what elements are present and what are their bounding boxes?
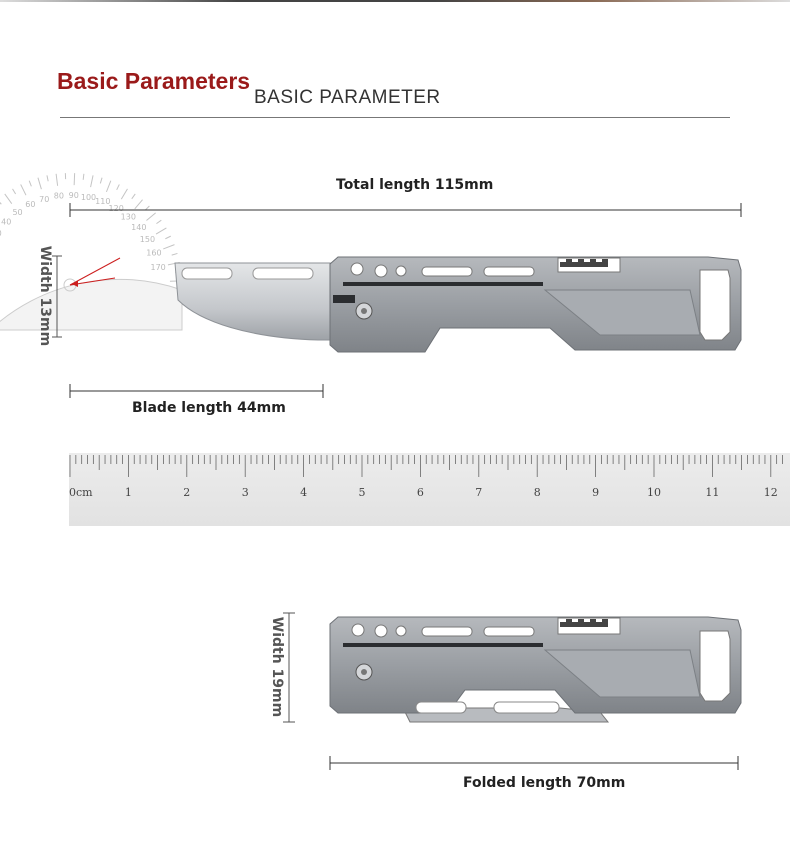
protractor-number: 90 [68, 191, 79, 201]
knife-folded-icon [330, 617, 741, 722]
ruler-number: 11 [705, 486, 720, 499]
protractor-tick [156, 220, 161, 223]
protractor-number: 70 [39, 194, 50, 204]
protractor-tick [47, 175, 48, 181]
ruler-number: 8 [533, 486, 541, 499]
protractor-tick [146, 213, 155, 221]
protractor-tick [172, 253, 178, 255]
protractor-tick [5, 194, 12, 204]
folded-length-label: Folded length 70mm [463, 775, 626, 791]
protractor-tick [56, 174, 57, 186]
protractor-number [0, 229, 2, 238]
protractor-tick [21, 184, 26, 195]
protractor-number: 80 [53, 191, 64, 201]
protractor-number: 150 [139, 235, 156, 245]
page-title: Basic Parameters [57, 68, 251, 94]
protractor-tick [135, 200, 143, 209]
ruler-unit-label: 0cm [69, 486, 93, 499]
protractor-number: 140 [131, 222, 147, 232]
folded-length-dimension [330, 756, 738, 770]
protractor-tick [29, 181, 31, 187]
total-length-label: Total length 115mm [336, 177, 494, 193]
protractor-tick [83, 174, 84, 180]
page-subtitle: BASIC PARAMETER [254, 87, 441, 108]
protractor-tick [163, 245, 174, 249]
knife-open-icon [175, 257, 741, 352]
protractor-tick [117, 184, 120, 189]
blade-length-label: Blade length 44mm [132, 400, 286, 416]
blade-length-dimension [70, 384, 323, 398]
protractor-number: 60 [25, 200, 36, 210]
ruler-number: 5 [358, 486, 366, 499]
protractor-number: 160 [146, 248, 162, 258]
protractor-icon [0, 173, 182, 330]
protractor-tick [13, 189, 16, 194]
protractor-tick [132, 194, 135, 199]
protractor-tick [0, 200, 1, 205]
protractor-tick [100, 178, 102, 184]
protractor-tick [165, 236, 170, 239]
total-length-dimension [70, 203, 741, 217]
ruler-number: 2 [183, 486, 191, 499]
protractor-tick [91, 175, 93, 187]
ruler-number: 10 [647, 486, 661, 499]
ruler-number: 9 [592, 486, 600, 499]
protractor-number: 110 [95, 197, 111, 207]
ruler-number: 3 [241, 486, 249, 499]
ruler-number: 7 [475, 486, 483, 499]
protractor-number: 170 [150, 262, 166, 272]
ruler-icon [69, 453, 790, 526]
ruler-number: 12 [763, 486, 778, 499]
protractor-tick [38, 178, 41, 189]
width-folded-label: Width 19mm [269, 616, 286, 718]
width-open-label: Width 13mm [37, 245, 54, 347]
protractor-tick [156, 228, 166, 234]
ruler-number: 4 [300, 486, 308, 499]
protractor-number: 120 [108, 203, 124, 213]
protractor-number: 40 [1, 217, 12, 227]
ruler-number: 1 [124, 486, 132, 499]
protractor-number: 130 [120, 212, 136, 222]
protractor-tick [121, 189, 127, 199]
ruler-number: 6 [416, 486, 424, 499]
protractor-number: 100 [80, 192, 97, 202]
protractor-number: 50 [12, 207, 23, 217]
protractor-tick [106, 181, 110, 192]
